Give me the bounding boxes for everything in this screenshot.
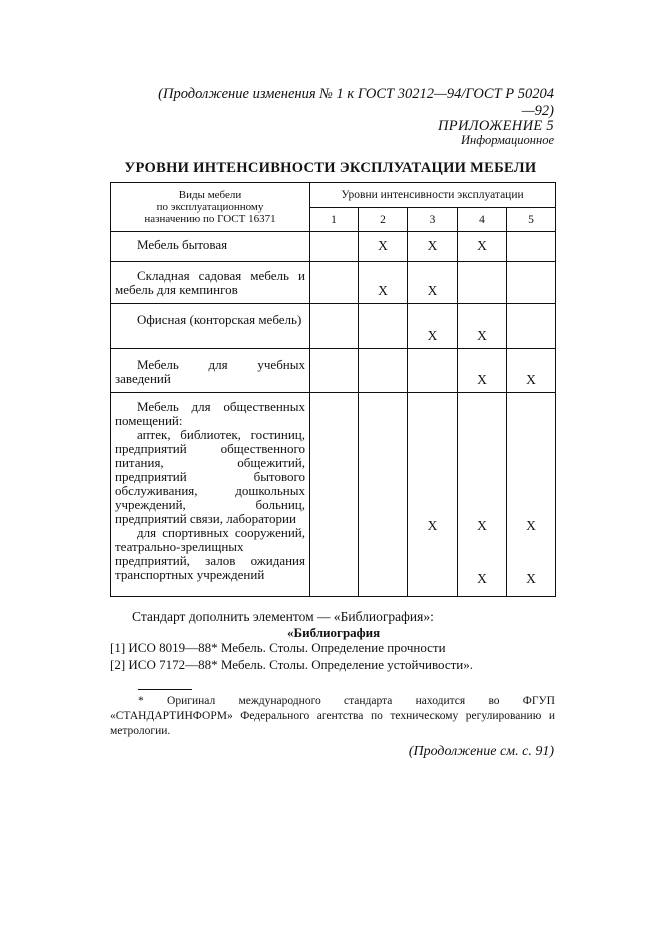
table-row xyxy=(111,232,556,262)
header-continuation: (Продолжение изменения № 1 к ГОСТ 30212—94/ГОСТ Р 50204—92) xyxy=(158,86,554,119)
table-row xyxy=(111,304,556,349)
header-left-line: назначению по ГОСТ 16371 xyxy=(144,213,276,225)
row-category: Мебель для общественных помещений: аптек, библиотек, гостиниц, предприятий общественного питания, общежитий, предприятий бытового обслуживания, дошкольных учреждений, больниц, предприятий связи, лаборатории для спортивных сооружений, театрально-зрелищных предприятий, залов ожидания транспортных учреждений xyxy=(111,393,310,597)
header-left-line: по эксплуатационному xyxy=(156,201,264,213)
table-row xyxy=(111,393,556,597)
level-header: 5 xyxy=(507,208,556,232)
row-mark: X xyxy=(359,232,408,262)
row-mark: X xyxy=(408,232,458,262)
row-mark xyxy=(359,349,408,393)
row-mark: X xyxy=(526,518,536,533)
column-group-header: Уровни интенсивности эксплуатации xyxy=(310,183,556,208)
footer-continuation: (Продолжение см. с. 91) xyxy=(408,744,554,759)
row-mark xyxy=(310,349,359,393)
row-mark-cell xyxy=(458,393,507,597)
level-header: 1 xyxy=(310,208,359,232)
row-mark: X xyxy=(507,349,556,393)
row-mark: X xyxy=(526,571,536,586)
row-mark xyxy=(310,232,359,262)
row-category: Офисная (конторская мебель) xyxy=(111,304,310,349)
footnote-divider xyxy=(138,689,192,690)
row-mark-cell xyxy=(359,393,408,597)
table-row xyxy=(111,262,556,304)
row-mark: X xyxy=(408,304,458,349)
row-mark-cell xyxy=(507,393,556,597)
table-header-row xyxy=(111,183,556,208)
header-left-line: Виды мебели xyxy=(178,189,242,201)
row-mark: X xyxy=(427,518,438,533)
row-mark: X xyxy=(458,304,507,349)
row-mark xyxy=(507,262,556,304)
bibliography-ref: [1] ИСО 8019—88* Мебель. Столы. Определение прочности xyxy=(110,640,446,655)
appendix-subtitle: Информационное xyxy=(461,133,554,147)
level-header: 2 xyxy=(359,208,408,232)
row-mark xyxy=(507,232,556,262)
footnote: * Оригинал международного стандарта находится во ФГУП «СТАНДАРТИНФОРМ» Федерального агентства по техническому регулированию и метрологии. xyxy=(110,695,555,737)
row-mark xyxy=(359,304,408,349)
bibliography-ref: [2] ИСО 7172—88* Мебель. Столы. Определение устойчивости». xyxy=(110,657,473,672)
appendix-title: ПРИЛОЖЕНИЕ 5 xyxy=(438,118,554,134)
bibliography-title: «Библиография xyxy=(287,625,381,640)
row-mark: X xyxy=(458,349,507,393)
table-row xyxy=(111,349,556,393)
intensity-table xyxy=(110,182,556,597)
document-title: УРОВНИ ИНТЕНСИВНОСТИ ЭКСПЛУАТАЦИИ МЕБЕЛИ xyxy=(124,160,537,176)
row-mark: X xyxy=(408,262,458,304)
row-mark: X xyxy=(477,571,487,586)
level-header: 3 xyxy=(408,208,458,232)
row-mark: X xyxy=(359,262,408,304)
row-mark: X xyxy=(477,518,487,533)
row-mark xyxy=(408,349,458,393)
bibliography-intro: Стандарт дополнить элементом — «Библиография»: xyxy=(132,609,434,624)
row-category: Складная садовая мебель и мебель для кемпингов xyxy=(111,262,310,304)
row-mark xyxy=(310,304,359,349)
row-mark-cell xyxy=(310,393,359,597)
row-category: Мебель для учебных заведений xyxy=(111,349,310,393)
row-category: Мебель бытовая xyxy=(111,232,310,262)
row-mark xyxy=(507,304,556,349)
row-mark xyxy=(458,262,507,304)
level-header: 4 xyxy=(458,208,507,232)
column-header-furniture-type xyxy=(111,183,310,232)
row-mark xyxy=(310,262,359,304)
row-mark: X xyxy=(458,232,507,262)
row-mark-cell xyxy=(408,393,458,597)
